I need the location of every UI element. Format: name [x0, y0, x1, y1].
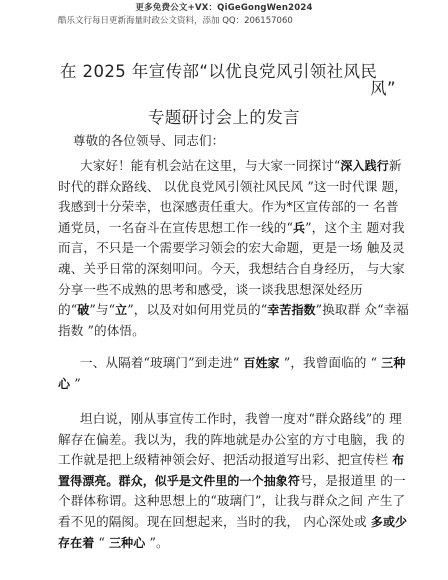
bold-run: 布置得漂亮。群众，似乎是文件里的一个抽象符: [58, 453, 405, 488]
text-run: 大家好！能有机会站在这里，与大家一同探讨“: [80, 158, 341, 173]
text-run: ”: [70, 375, 81, 391]
bold-run: 多或少存在着: [58, 514, 408, 550]
text-run: ”换取群 众“幸福指数 ”的体悟。: [58, 302, 409, 338]
document-title: [60, 63, 400, 97]
bold-run: 三种心: [58, 356, 406, 391]
bold-run: 立: [115, 303, 128, 318]
header-note: 酷乐文行每日更新海量时政公文资料，添加 QQ：206157060: [58, 16, 293, 26]
text-run: ”。: [145, 534, 169, 550]
document-subtitle: 专题研讨会上的发言: [147, 108, 301, 127]
text-run: ”，我曾面临的 “: [279, 355, 382, 370]
greeting: 尊敬的各位领导、同志们：: [73, 133, 225, 148]
bold-run: 深入践行: [340, 159, 389, 173]
paragraph-intro: [58, 156, 410, 341]
text-run: 坦白说，刚从事宣传工作时，我曾一度对“群众路线”的 理解存在偏差。我以为，我的阵地就是办公室的方寸电脑，我 的工作就是把上级精神领会好、把活动报道写出彩、把宣传栏: [58, 411, 405, 468]
title-line-1: 在 2025 年宣传部“以优良党风引领社风民: [60, 62, 378, 81]
paragraph-candor: [58, 409, 410, 553]
section-heading-1: [58, 353, 410, 394]
bold-run: 幸苦指数: [267, 303, 316, 318]
text-run: ”，这个主 题对我而言，不只是一个需要学习领会的宏大命题，更是一场 触及灵魂、关乎日常的深刻叩问。今天，我想结合自身经历， 与大家分享一些不成熟的思考和感受，谈一谈我思想深处经历的“: [58, 219, 405, 318]
bold-run: 百姓家: [243, 356, 280, 370]
text-run: 新时代的群众路线、 以优良党风引领社风民风 ”这一时代课 题，我感到十分荣幸，也深感责任重大。作为*区宣传部的一 名普通党员，一名奋斗在宣传思想工作一线的“: [58, 158, 407, 235]
text-run: ”与“: [89, 302, 116, 318]
text-run: 一、从隔着“玻璃门”到走进“: [80, 355, 244, 370]
bold-run: 兵: [293, 220, 306, 235]
text-run: “: [94, 534, 110, 550]
text-run: ”，以及对如何用党员的“: [127, 302, 268, 318]
promo-line: 更多免费公文+VX：QiGeGongWen2024: [135, 3, 313, 13]
bold-run: 三种心: [109, 535, 146, 550]
text-run: 号，是报道里 的一个群体称谓。这种思想上的“玻璃门”，让我与群众之间 产生了看不见的隔阂。现在回想起来，当时的我， 内心深处或: [58, 472, 406, 529]
bold-run: 破: [77, 303, 90, 318]
title-line-2: 风”: [370, 79, 396, 98]
